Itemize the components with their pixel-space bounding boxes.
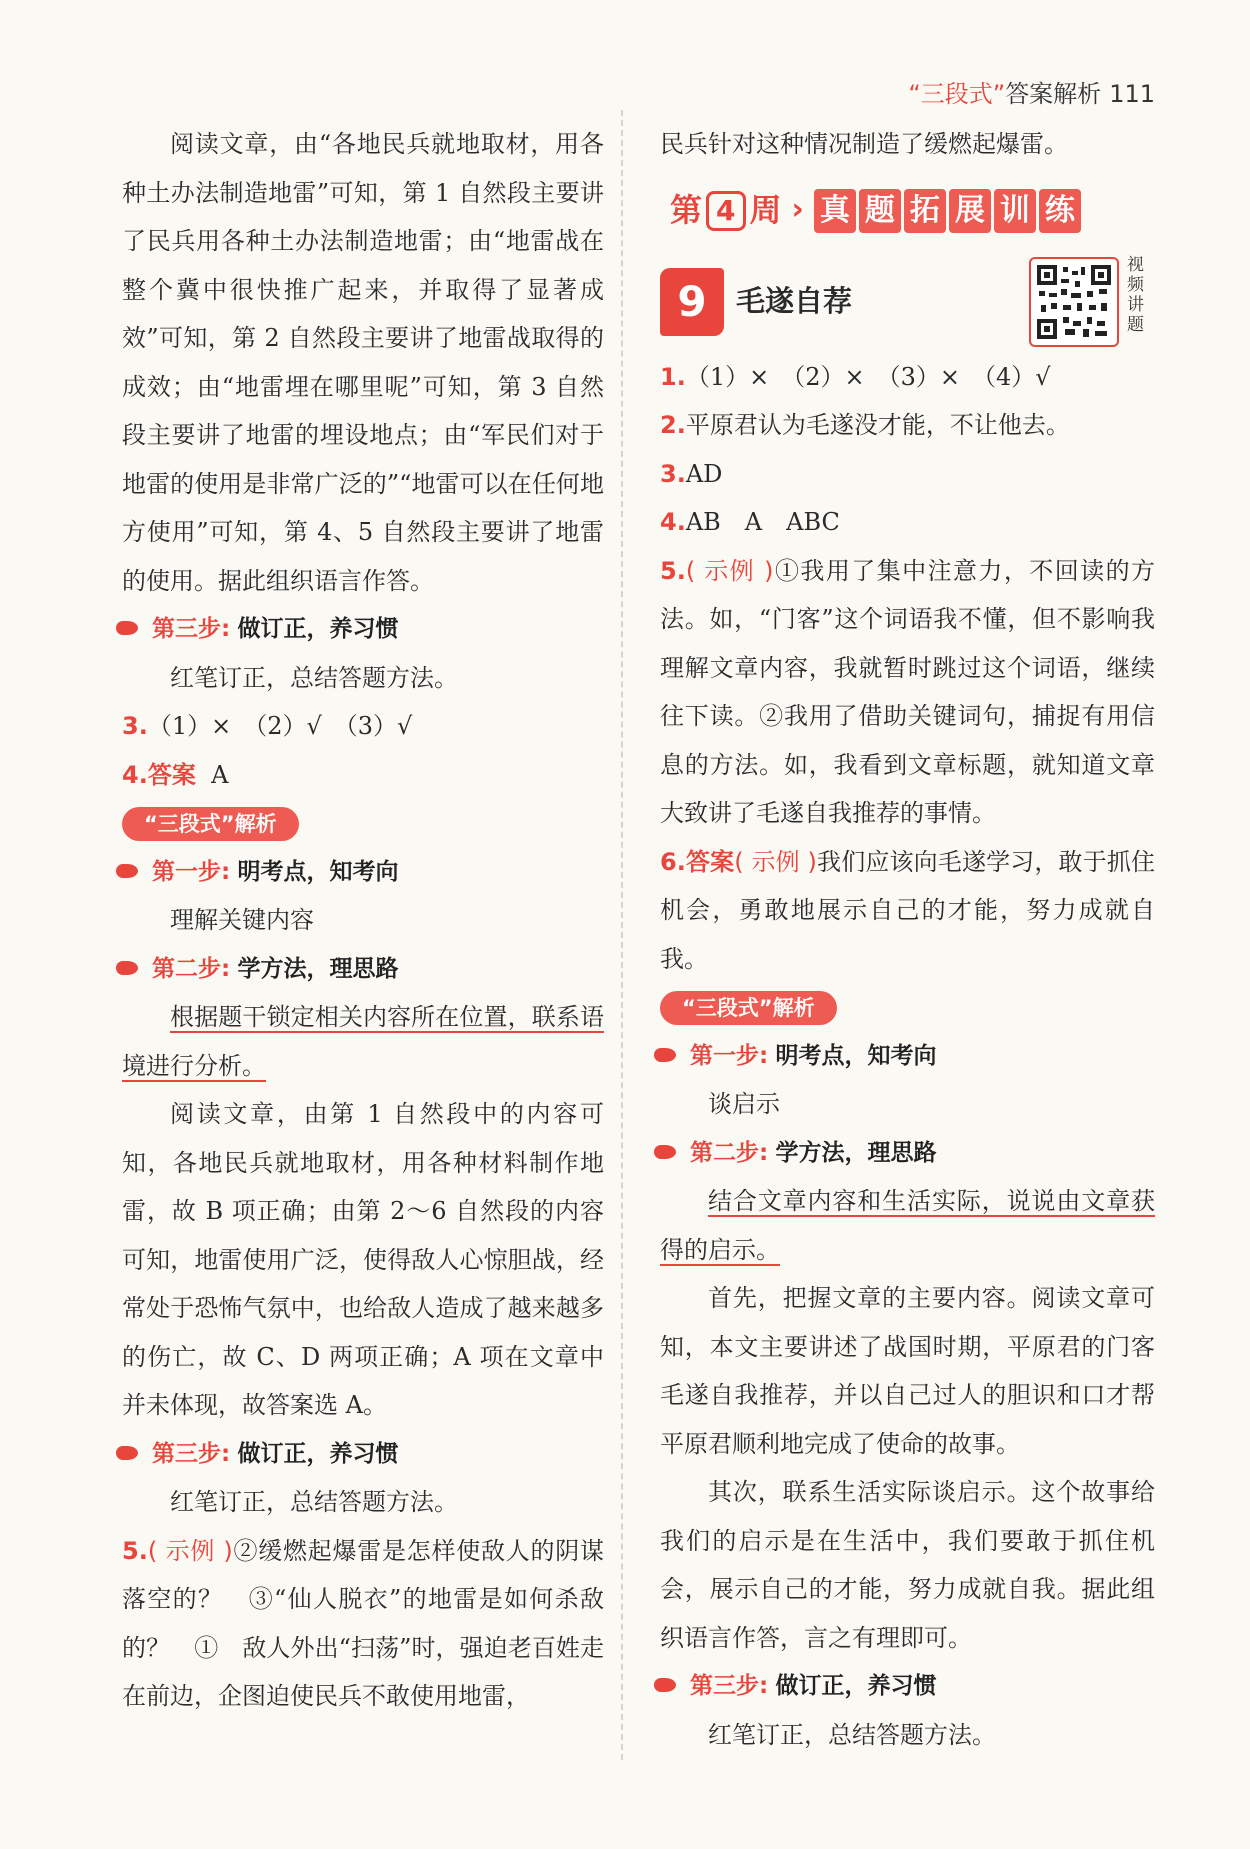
underlined-method: 结合文章内容和生活实际，说说由文章获得的启示。	[660, 1187, 1155, 1264]
example-tag: ( 示例 )	[734, 847, 817, 876]
question-number: 6.	[660, 847, 686, 876]
header-title: 答案解析	[1005, 80, 1102, 108]
step-label: 第一步:	[690, 1042, 769, 1069]
step-three	[122, 605, 604, 654]
header-brand: “三段式”	[908, 80, 1006, 108]
step-label: 第二步:	[152, 955, 231, 982]
step-text: 红笔订正，总结答题方法。	[170, 1488, 458, 1516]
bullet-icon	[654, 1048, 676, 1062]
answer-text: A	[211, 760, 229, 789]
question-number: 4.	[660, 508, 686, 536]
step-label: 第三步:	[152, 1440, 231, 1467]
step-two	[660, 1129, 1155, 1178]
question-6-answer	[660, 838, 1155, 984]
step-title: 明考点，知考向	[237, 858, 399, 885]
question-number: 3.	[660, 459, 686, 488]
question-number: 5.	[660, 556, 686, 585]
bullet-icon	[116, 621, 138, 635]
step-label: 第三步:	[690, 1673, 769, 1699]
answer-text: AD	[685, 459, 723, 488]
analysis-paragraph: 首先，把握文章的主要内容。阅读文章可知，本文主要讲述了战国时期，平原君的门客毛遂自我推荐，并以自己过人的胆识和口才帮平原君顺利地完成了使命的故事。	[660, 1284, 1155, 1458]
answer-text: 平原君认为毛遂没才能，不让他去。	[685, 411, 1070, 439]
answer-text: ①我用了集中注意力，不回读的方法。如，“门客”这个词语我不懂，但不影响我理解文章内容，我就暂时跳过这个词语，继续往下读。②我用了借助关键词句，捕捉有用信息的方法。如，我看到文章标题，就知道文章大致讲了毛遂自我推荐的事情。	[660, 556, 1156, 827]
week-prefix: 第	[670, 191, 703, 230]
lesson-number-badge: 9	[660, 268, 724, 336]
answer-text: ②缓燃起爆雷是怎样使敌人的阴谋落空的？ ③“仙人脱衣”的地雷是如何杀敌的？ ① 敌人外出“扫荡”时，强迫老百姓走在前边，企图迫使民兵不敢使用地雷，	[122, 1536, 605, 1710]
right-column	[660, 120, 1155, 1759]
page-number: 111	[1109, 80, 1155, 108]
lesson-header	[660, 254, 1155, 343]
example-tag: ( 示例 )	[685, 556, 774, 585]
step-title: 做订正，养习惯	[237, 616, 399, 642]
question-5-answer	[660, 547, 1155, 838]
answer-text: （1）× （2）× （3）× （4）√	[685, 362, 1051, 391]
qr-code-icon[interactable]	[1029, 257, 1119, 347]
answer-text: 我们应该向毛遂学习，敢于抓住机会，勇敢地展示自己的才能，努力成就自我。	[660, 847, 1156, 973]
step-three	[660, 1662, 1155, 1711]
analysis-paragraph: 其次，联系生活实际谈启示。这个故事给我们的启示是在生活中，我们要敢于抓住机会，展示自己的才能，努力成就自我。据此组织语言作答，言之有理即可。	[660, 1478, 1155, 1652]
example-tag: ( 示例 )	[147, 1536, 233, 1565]
step-text: 红笔订正，总结答题方法。	[708, 1720, 996, 1749]
banner-tile: 练	[1039, 189, 1081, 233]
answer-text: （1）× （2）√ （3）√	[147, 712, 413, 740]
step-one	[122, 848, 604, 897]
week-number: 4	[706, 191, 745, 231]
question-4-answer	[122, 751, 604, 800]
answer-keyword: 答案	[685, 847, 735, 876]
analysis-paragraph: 阅读文章，由“各地民兵就地取材，用各种土办法制造地雷”可知，第 1 自然段主要讲了民兵用各种土办法制造地雷；由“地雷战在整个冀中很快推广起来，并取得了显著成效”可知，第 2 自然段主要讲了地雷战取得的成效；由“地雷埋在哪里呢”可知，第 3 自然段主要讲了地雷的埋设地点；由“军民们对于地雷的使用是非常广泛的”“地雷可以在任何地方使用”可知，第 4、5 自然段主要讲了地雷的使用。据此组织语言作答。	[122, 130, 604, 595]
step-three	[122, 1430, 604, 1479]
column-divider	[621, 110, 623, 1760]
step-text: 谈启示	[708, 1090, 780, 1118]
analysis-pill: “三段式”解析	[660, 991, 837, 1025]
qr-label: 视频讲题	[1127, 254, 1144, 335]
banner-tile: 拓	[904, 189, 946, 233]
analysis-paragraph: 阅读文章，由第 1 自然段中的内容可知，各地民兵就地取材，用各种材料制作地雷，故 B 项正确；由第 2～6 自然段的内容可知，地雷使用广泛，使得敌人心惊胆战，经常处于恐怖气氛中，也给敌人造成了越来越多的伤亡，故 C、D 两项正确；A 项在文章中并未体现，故答案选 A。	[122, 1100, 604, 1419]
step-title: 明考点，知考向	[775, 1042, 937, 1069]
step-label: 第三步:	[152, 616, 231, 642]
lesson-title: 毛遂自荐	[736, 284, 853, 319]
chevron-right-icon: ›	[791, 192, 804, 228]
left-column	[122, 120, 604, 1721]
question-5-answer	[122, 1527, 604, 1721]
bullet-icon	[116, 864, 138, 878]
question-4-answer	[660, 498, 1155, 547]
question-number: 5.	[122, 1536, 148, 1565]
bullet-icon	[116, 1446, 138, 1460]
question-3-answer	[122, 702, 604, 751]
continued-text: 民兵针对这种情况制造了缓燃起爆雷。	[660, 130, 1068, 158]
step-one	[660, 1032, 1155, 1081]
analysis-pill: “三段式”解析	[122, 807, 299, 841]
step-two	[122, 945, 604, 994]
step-title: 学方法，理思路	[775, 1139, 937, 1166]
answer-text: AB A ABC	[685, 508, 840, 536]
step-text	[122, 993, 604, 1090]
underlined-method: 根据题干锁定相关内容所在位置，联系语境进行分析。	[122, 1003, 604, 1080]
step-text: 理解关键内容	[170, 906, 314, 934]
step-title: 学方法，理思路	[237, 955, 399, 982]
question-2-answer	[660, 401, 1155, 450]
banner-tile: 真	[814, 189, 856, 233]
bullet-icon	[654, 1145, 676, 1159]
bullet-icon	[654, 1678, 676, 1692]
step-title: 做订正，养习惯	[775, 1673, 937, 1699]
question-1-answer	[660, 353, 1155, 402]
banner-tile: 展	[949, 189, 991, 233]
step-label: 第二步:	[690, 1139, 769, 1166]
week-banner	[670, 183, 1155, 239]
step-text	[660, 1177, 1155, 1274]
question-number: 3.	[122, 712, 148, 740]
step-text: 红笔订正，总结答题方法。	[170, 663, 458, 692]
banner-tile: 题	[859, 189, 901, 233]
bullet-icon	[116, 961, 138, 975]
question-number: 2.	[660, 411, 686, 439]
banner-tile: 训	[994, 189, 1036, 233]
answer-keyword: 答案	[147, 760, 196, 789]
question-number: 1.	[660, 362, 686, 391]
page-header	[908, 74, 1155, 109]
step-label: 第一步:	[152, 858, 231, 885]
question-number: 4.	[122, 760, 148, 789]
week-suffix: 周	[749, 191, 782, 230]
question-3-answer	[660, 450, 1155, 499]
step-title: 做订正，养习惯	[237, 1440, 399, 1467]
